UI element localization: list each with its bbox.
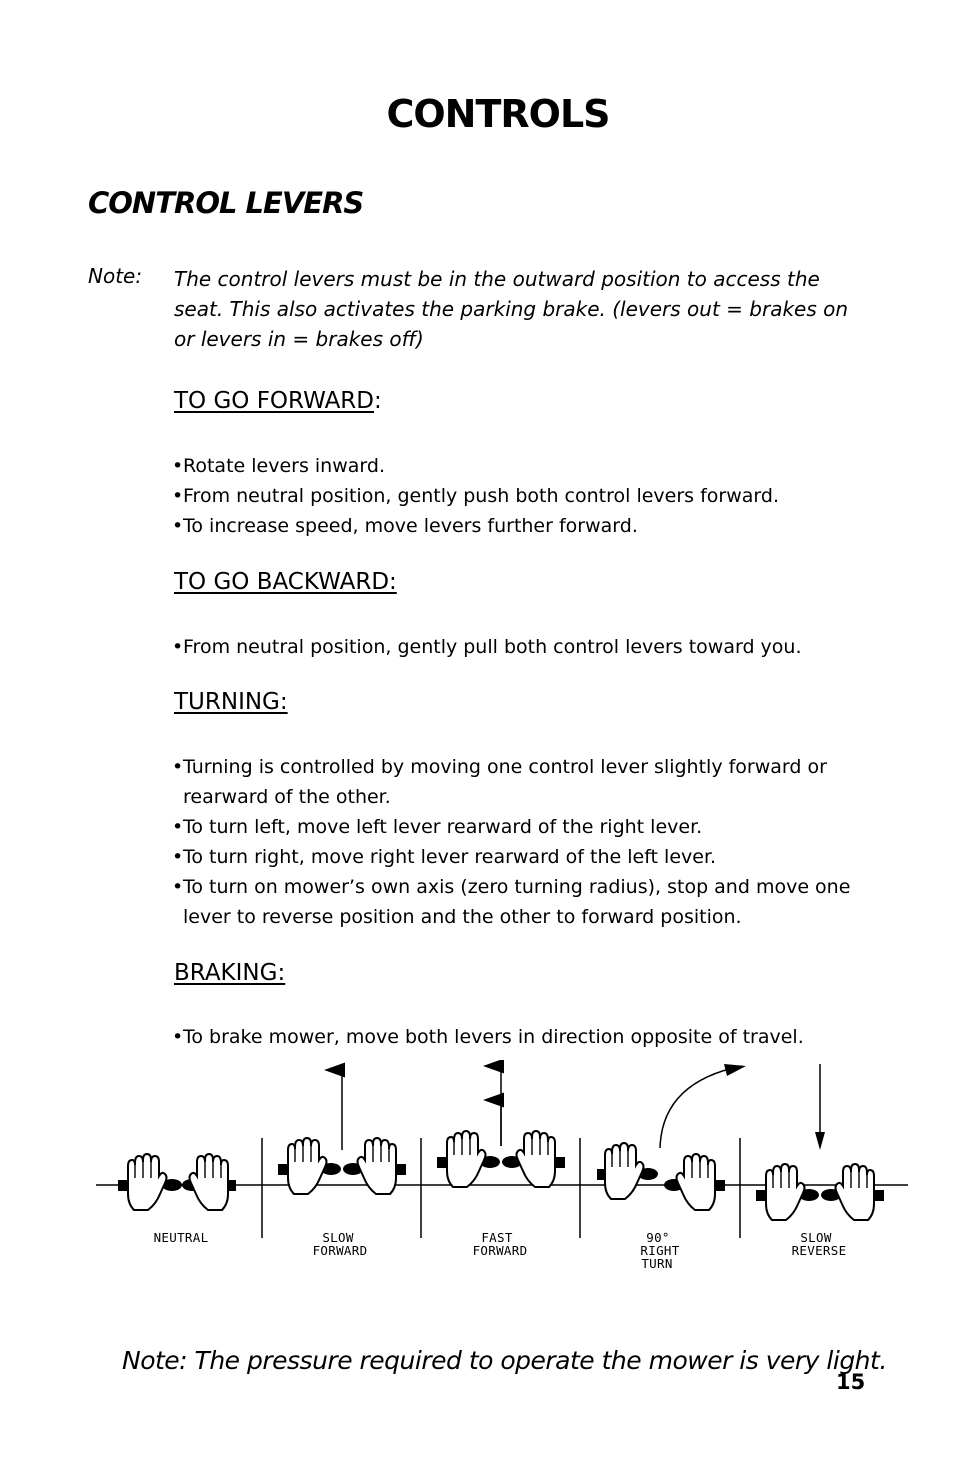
bullet-text: To brake mower, move both levers in direction opposite of travel. xyxy=(183,1026,804,1048)
page-number: 15 xyxy=(836,1370,866,1394)
backward-bullets xyxy=(172,632,892,662)
fast-forward-levers xyxy=(437,1066,565,1187)
note-label: Note: xyxy=(88,264,143,288)
turning-heading-text: TURNING: xyxy=(174,689,288,715)
bullet-dot: • xyxy=(172,515,184,537)
list-item xyxy=(172,842,878,872)
label-fast-forward-1: FAST xyxy=(481,1230,513,1245)
list-item xyxy=(172,632,892,662)
label-slow-forward-1: SLOW xyxy=(322,1230,354,1245)
label-slow-reverse-2: REVERSE xyxy=(791,1243,847,1258)
braking-heading-text: BRAKING: xyxy=(174,960,286,986)
right-turn-levers xyxy=(597,1064,746,1210)
bullet-text: Turning is controlled by moving one control lever slightly forward or rearward of the other. xyxy=(183,756,827,808)
bullet-text: To increase speed, move levers further forward. xyxy=(183,515,638,537)
list-item xyxy=(172,872,878,932)
bullet-dot: • xyxy=(172,485,184,507)
bullet-dot: • xyxy=(172,816,184,838)
forward-bullets xyxy=(172,451,892,541)
label-right-turn-3: TURN xyxy=(641,1256,673,1271)
slow-reverse-levers xyxy=(756,1064,884,1220)
label-fast-forward-2: FORWARD xyxy=(472,1243,528,1258)
label-right-turn-2: RIGHT xyxy=(640,1243,680,1258)
page-title: CONTROLS xyxy=(386,92,610,136)
bullet-text: To turn left, move left lever rearward of the right lever. xyxy=(183,816,703,838)
curved-arrow-icon xyxy=(660,1066,742,1148)
bullet-dot: • xyxy=(172,636,184,658)
bullet-dot: • xyxy=(172,756,184,778)
bullet-dot: • xyxy=(172,455,184,477)
label-right-turn-1: 90° xyxy=(646,1230,670,1245)
bottom-note: Note: The pressure required to operate the mower is very light. xyxy=(122,1346,887,1375)
list-item xyxy=(172,511,892,541)
list-item xyxy=(172,812,878,842)
bullet-text: From neutral position, gently pull both control levers toward you. xyxy=(183,636,802,658)
list-item xyxy=(172,451,892,481)
label-slow-forward-2: FORWARD xyxy=(312,1243,368,1258)
section-title: CONTROL LEVERS xyxy=(88,186,364,220)
forward-heading-colon: : xyxy=(374,388,382,414)
list-item xyxy=(172,481,892,511)
bullet-dot: • xyxy=(172,1026,184,1048)
braking-heading xyxy=(174,960,285,986)
list-item xyxy=(172,752,878,812)
note-text: The control levers must be in the outward position to access the seat. This also activates the parking brake. (levers out = brakes on or levers in = brakes off) xyxy=(174,267,849,351)
bullet-text: To turn right, move right lever rearward of the left lever. xyxy=(183,846,717,868)
backward-heading-text: TO GO BACKWARD: xyxy=(174,569,397,595)
bullet-dot: • xyxy=(172,876,184,898)
lever-position-diagram xyxy=(90,1060,910,1280)
braking-bullets xyxy=(172,1022,892,1052)
label-neutral: NEUTRAL xyxy=(153,1230,209,1245)
forward-heading xyxy=(174,388,382,414)
bullet-dot: • xyxy=(172,846,184,868)
neutral-levers xyxy=(118,1154,236,1210)
bullet-text: To turn on mower’s own axis (zero turning radius), stop and move one lever to reverse position and the other to forward position. xyxy=(183,876,851,928)
forward-heading-text: TO GO FORWARD xyxy=(174,388,374,414)
bullet-text: Rotate levers inward. xyxy=(183,455,385,477)
list-item xyxy=(172,1022,892,1052)
bullet-text: From neutral position, gently push both control levers forward. xyxy=(183,485,779,507)
slow-forward-levers xyxy=(278,1070,406,1194)
turning-heading xyxy=(174,689,288,715)
turning-bullets xyxy=(172,752,878,932)
backward-heading xyxy=(174,569,397,595)
label-slow-reverse-1: SLOW xyxy=(800,1230,832,1245)
